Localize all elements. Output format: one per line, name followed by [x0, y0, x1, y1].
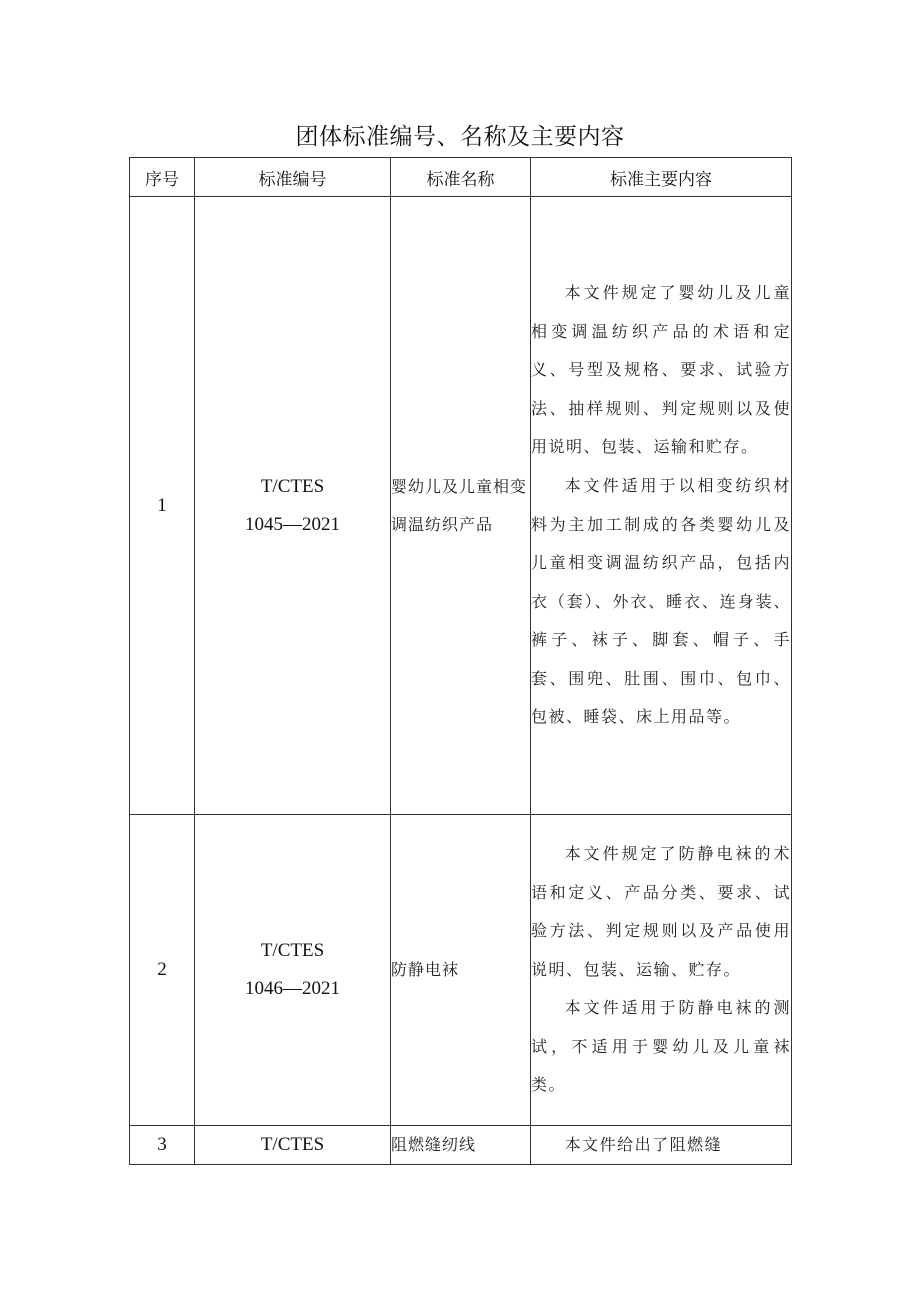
- header-code: 标准编号: [195, 158, 391, 197]
- row-code: [195, 1126, 391, 1165]
- content-paragraph: 本文件规定了防静电袜的术语和定义、产品分类、要求、试验方法、判定规则以及产品使用说明、包装、运输、贮存。: [531, 843, 791, 979]
- code-prefix: T/CTES: [260, 475, 325, 497]
- code-number: 1046—2021: [245, 978, 340, 999]
- header-content: 标准主要内容: [531, 158, 792, 197]
- content-paragraph: 本文件适用于以相变纺织材料为主加工制成的各类婴幼儿及儿童相变调温纺织产品，包括内衣（套）、外衣、睡衣、连身装、裤子、袜子、脚套、帽子、手套、围兜、肚围、围巾、包巾、包被、睡袋、床上用品等。: [531, 475, 791, 727]
- row-name: 阻燃缝纫线: [391, 1126, 531, 1165]
- header-seq: 序号: [130, 158, 195, 197]
- standards-table: [129, 157, 792, 1165]
- table-row: [130, 815, 792, 1126]
- table-header-row: [130, 158, 792, 197]
- row-seq: 1: [130, 197, 195, 815]
- code-prefix: T/CTES: [260, 940, 325, 961]
- page-title: 团体标准编号、名称及主要内容: [295, 124, 625, 150]
- row-content: [531, 815, 792, 1126]
- table-row: [130, 1126, 792, 1165]
- row-code: [195, 815, 391, 1126]
- row-seq: 2: [130, 815, 195, 1126]
- header-name: 标准名称: [391, 158, 531, 197]
- row-seq: 3: [130, 1126, 195, 1165]
- row-name: 婴幼儿及儿童相变调温纺织产品: [391, 197, 531, 815]
- code-number: 1045—2021: [245, 513, 340, 535]
- content-paragraph: 本文件给出了阻燃缝: [564, 1135, 723, 1154]
- content-paragraph: 本文件适用于防静电袜的测试，不适用于婴幼儿及儿童袜类。: [531, 998, 791, 1095]
- row-name: 防静电袜: [391, 815, 531, 1126]
- row-content: [531, 197, 792, 815]
- table-row: [130, 197, 792, 815]
- content-paragraph: 本文件规定了婴幼儿及儿童相变调温纺织产品的术语和定义、号型及规格、要求、试验方法、抽样规则、判定规则以及使用说明、包装、运输和贮存。: [531, 282, 791, 457]
- row-content: [531, 1126, 792, 1165]
- row-code: [195, 197, 391, 815]
- code-prefix: T/CTES: [260, 1134, 325, 1155]
